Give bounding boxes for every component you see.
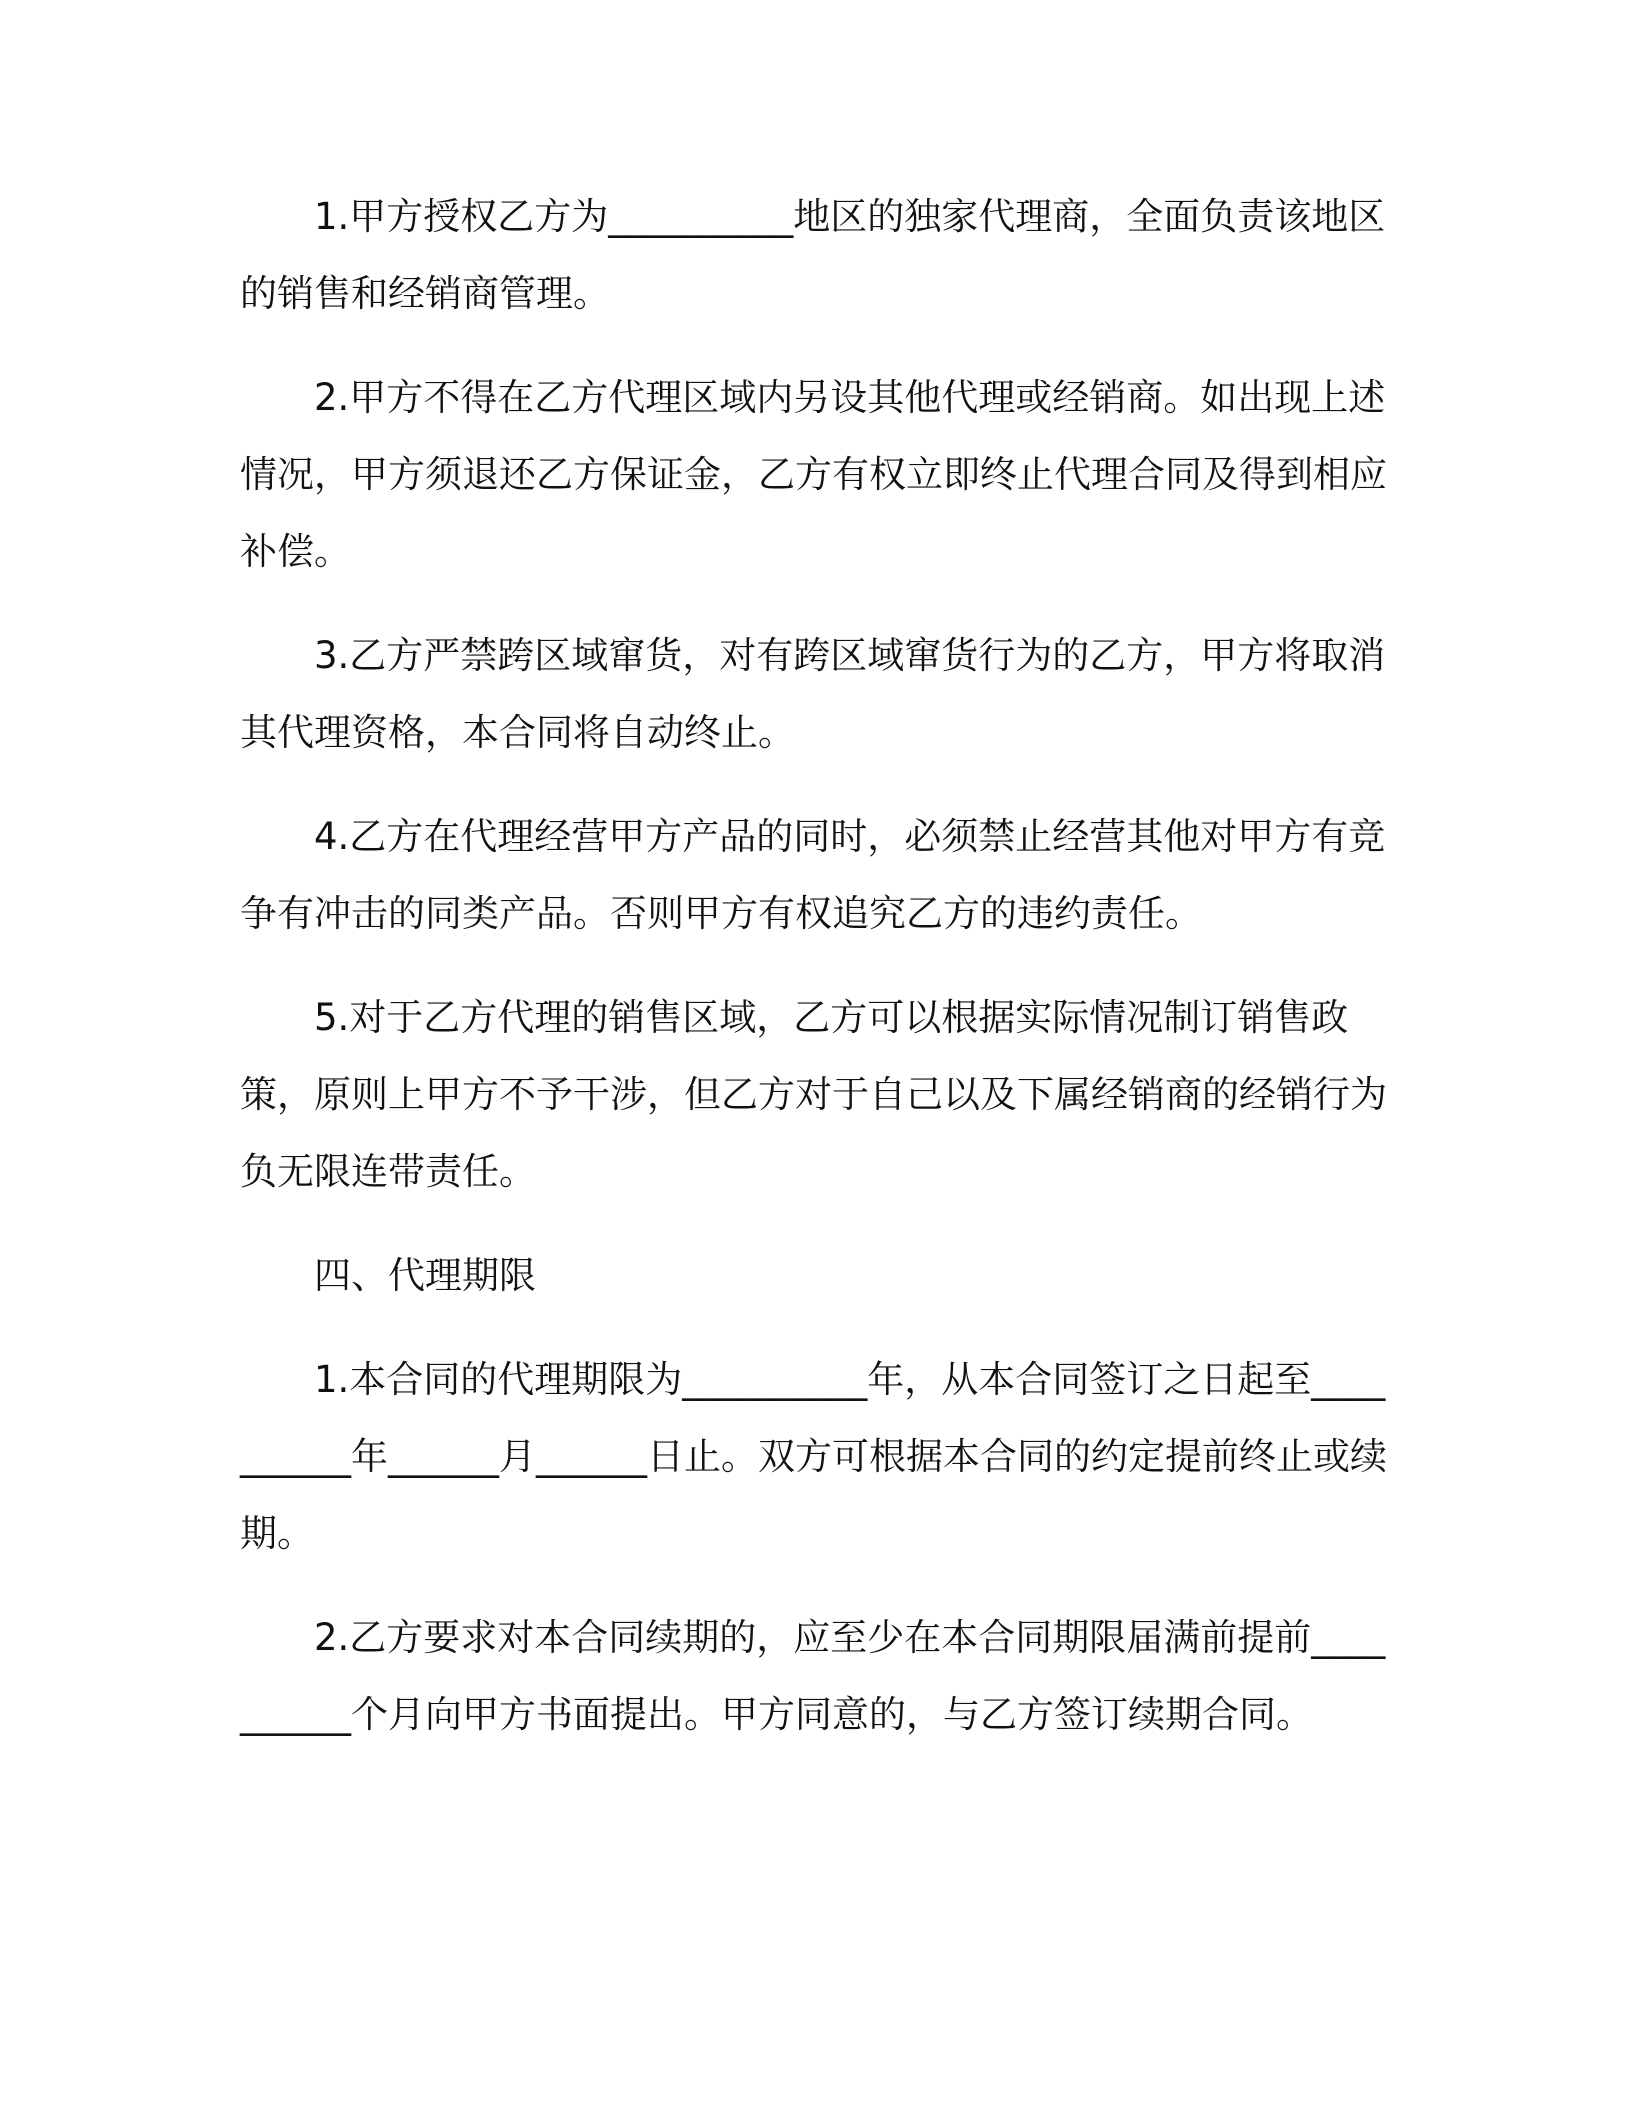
clause-paragraph: 1.本合同的代理期限为__________年，从本合同签订之日起至__________年______月______日止。双方可根据本合同的约定提前终止或续期。 [240,1358,1387,1555]
clause-paragraph: 1.甲方授权乙方为__________地区的独家代理商，全面负责该地区的销售和经销商管理。 [240,195,1386,315]
section-heading: 四、代理期限 [314,1254,536,1297]
clause-paragraph: 3.乙方严禁跨区域窜货，对有跨区域窜货行为的乙方，甲方将取消其代理资格，本合同将自动终止。 [240,634,1386,754]
clause-paragraph: 4.乙方在代理经营甲方产品的同时，必须禁止经营其他对甲方有竞争有冲击的同类产品。否则甲方有权追究乙方的违约责任。 [240,815,1386,935]
document-body [240,178,1392,1780]
clause-paragraph: 5.对于乙方代理的销售区域，乙方可以根据实际情况制订销售政策，原则上甲方不予干涉，但乙方对于自己以及下属经销商的经销行为负无限连带责任。 [240,996,1387,1193]
clause-paragraph: 2.甲方不得在乙方代理区域内另设其他代理或经销商。如出现上述情况，甲方须退还乙方保证金，乙方有权立即终止代理合同及得到相应补偿。 [240,376,1387,573]
clause-paragraph: 2.乙方要求对本合同续期的，应至少在本合同期限届满前提前__________个月向甲方书面提出。甲方同意的，与乙方签订续期合同。 [240,1616,1386,1736]
